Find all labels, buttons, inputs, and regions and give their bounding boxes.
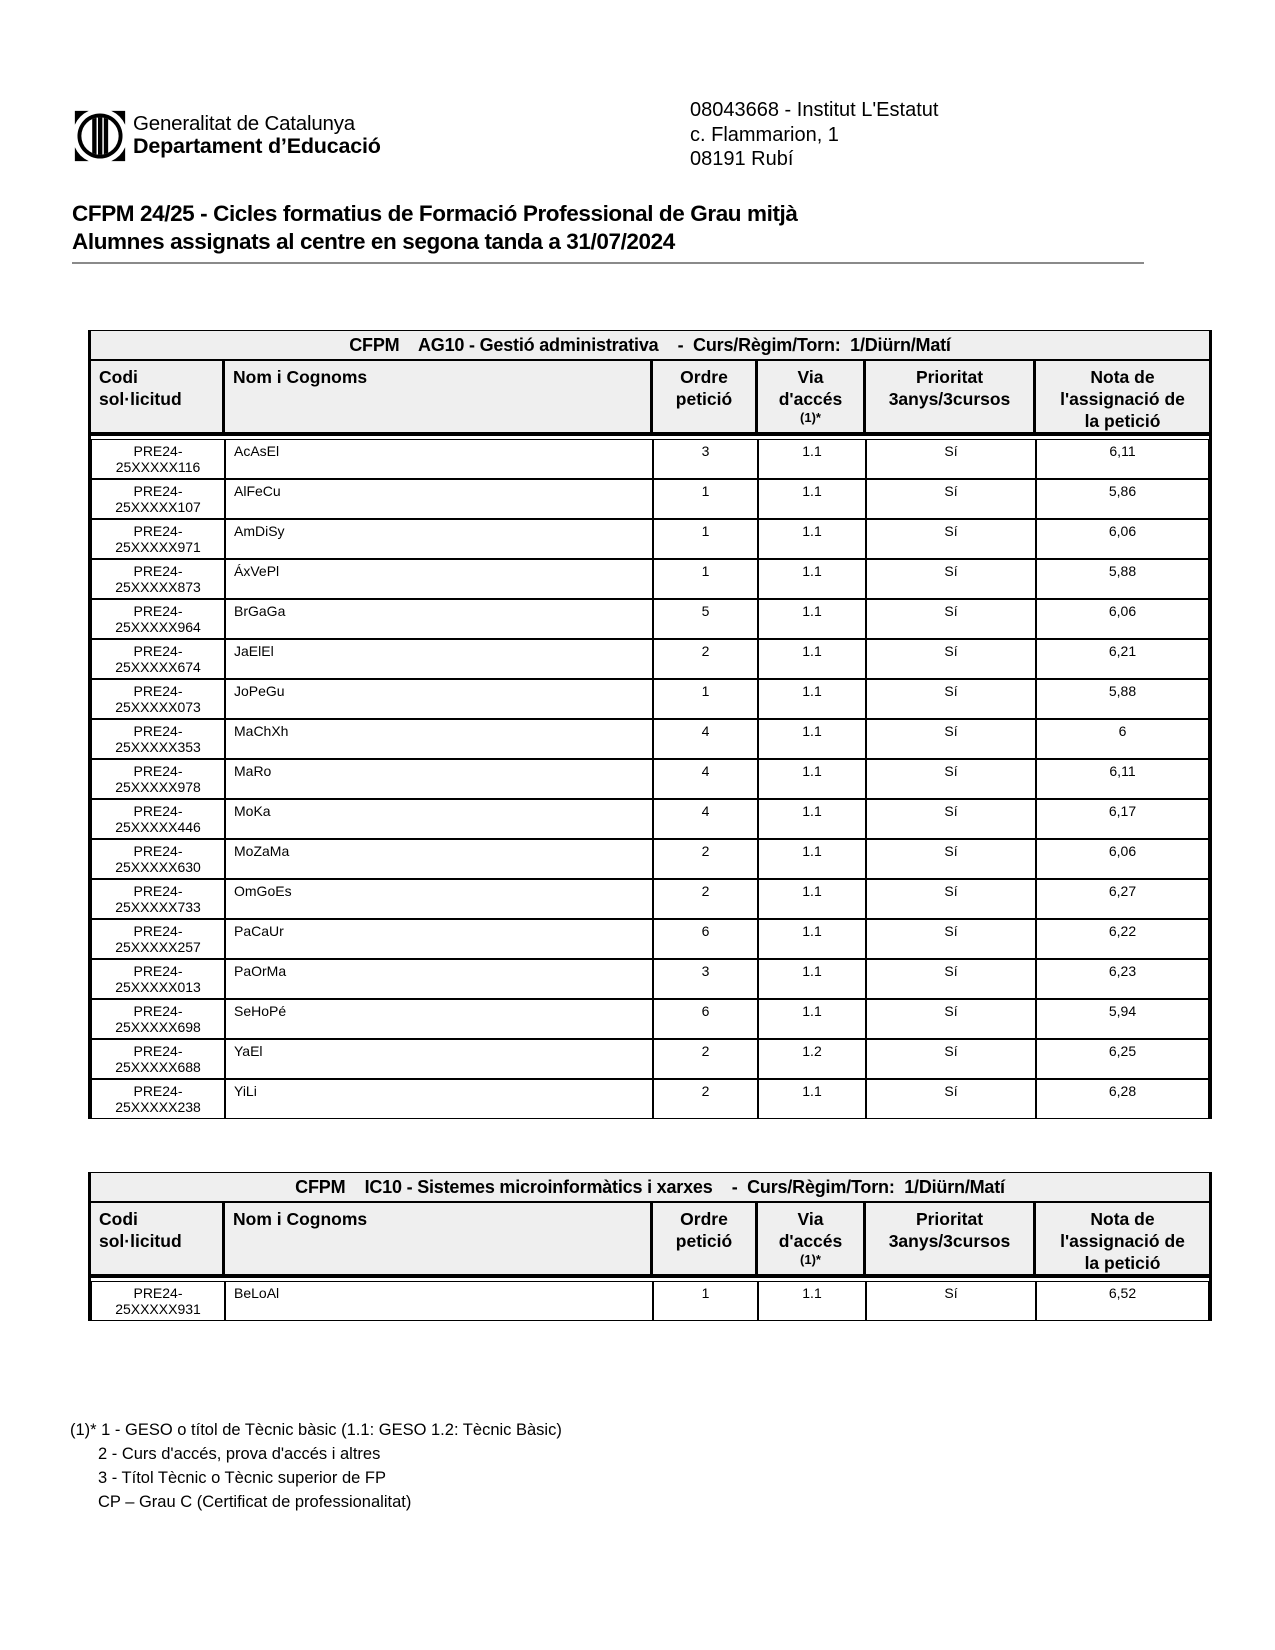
- column-header-nom: Nom i Cognoms: [225, 1203, 653, 1274]
- table-ag10-rows: [91, 439, 1209, 1119]
- cell-via: 1.1: [759, 720, 867, 758]
- cell-via: 1.1: [759, 920, 867, 958]
- cell-ordre: 2: [654, 1040, 759, 1078]
- school-street: c. Flammarion, 1: [690, 123, 839, 146]
- table-ic10-title: CFPM IC10 - Sistemes microinformàtics i xarxes - Curs/Règim/Torn: 1/Diürn/Matí: [91, 1173, 1209, 1203]
- school-city: 08191 Rubí: [690, 148, 794, 170]
- cell-via: 1.2: [759, 1040, 867, 1078]
- footnote-line: (1)* 1 - GESO o títol de Tècnic bàsic (1.1: GESO 1.2: Tècnic Bàsic): [70, 1421, 562, 1439]
- cell-nom: PaOrMa: [226, 960, 654, 998]
- document-title-line2: Alumnes assignats al centre en segona tanda a 31/07/2024: [72, 229, 675, 254]
- table-row: [91, 439, 1209, 479]
- cell-prioritat: Sí: [867, 760, 1037, 798]
- table-row: [91, 519, 1209, 559]
- cell-codi: PRE24- 25XXXXX257: [92, 920, 226, 958]
- org-block: [133, 112, 381, 158]
- cell-nom: MaRo: [226, 760, 654, 798]
- school-code-name: 08043668 - Institut L'Estatut: [690, 99, 939, 121]
- cell-codi: PRE24- 25XXXXX698: [92, 1000, 226, 1038]
- cell-codi: PRE24- 25XXXXX971: [92, 520, 226, 558]
- cell-nota: 6,52: [1108, 1285, 1137, 1301]
- generalitat-logo-icon: [74, 110, 126, 162]
- cell-nom: PaCaUr: [226, 920, 654, 958]
- cell-prioritat: Sí: [867, 600, 1037, 638]
- cell-ordre: 5: [654, 600, 759, 638]
- cell-codi: PRE24- 25XXXXX733: [92, 880, 226, 918]
- cell-codi: PRE24- 25XXXXX674: [92, 640, 226, 678]
- cell-nom: BeLoAl: [226, 1282, 654, 1320]
- cell-codi: PRE24- 25XXXXX238: [92, 1080, 226, 1118]
- cell-codi: PRE24- 25XXXXX630: [92, 840, 226, 878]
- cell-prioritat: Sí: [867, 1080, 1037, 1118]
- cell-nota: 6,11: [1109, 443, 1136, 459]
- cell-nota: 6,28: [1108, 1083, 1137, 1099]
- cell-nom: JoPeGu: [226, 680, 654, 718]
- cell-nom: MoZaMa: [226, 840, 654, 878]
- column-header-codi: Codi sol·licitud: [91, 1203, 225, 1274]
- cell-nota: 6,06: [1108, 603, 1137, 619]
- table-row: [91, 759, 1209, 799]
- cell-nom: SeHoPé: [226, 1000, 654, 1038]
- cell-nom: MoKa: [226, 800, 654, 838]
- cell-nota: 6,22: [1108, 923, 1137, 939]
- cell-ordre: 4: [654, 760, 759, 798]
- cell-codi: PRE24- 25XXXXX073: [92, 680, 226, 718]
- cell-prioritat: Sí: [867, 560, 1037, 598]
- cell-nota: 5,88: [1108, 563, 1137, 579]
- cell-ordre: 2: [654, 840, 759, 878]
- cell-via: 1.1: [759, 600, 867, 638]
- cell-prioritat: Sí: [867, 680, 1037, 718]
- cell-nom: AlFeCu: [226, 480, 654, 518]
- footnote-line: CP – Grau C (Certificat de professionalitat): [98, 1493, 412, 1511]
- table-row: [91, 839, 1209, 879]
- cell-codi: PRE24- 25XXXXX107: [92, 480, 226, 518]
- table-row: [91, 799, 1209, 839]
- table-row: [91, 559, 1209, 599]
- footnotes: [70, 1418, 562, 1514]
- cell-ordre: 1: [654, 560, 759, 598]
- cell-nota: 5,94: [1108, 1003, 1137, 1019]
- column-header-nota: Nota de l'assignació de la petició: [1060, 1209, 1185, 1273]
- footnote-line: 2 - Curs d'accés, prova d'accés i altres: [98, 1445, 381, 1463]
- table-row: [91, 919, 1209, 959]
- cell-prioritat: Sí: [867, 640, 1037, 678]
- cell-nota: 6,06: [1108, 843, 1137, 859]
- cell-nota: 6,21: [1108, 643, 1137, 659]
- cell-prioritat: Sí: [867, 520, 1037, 558]
- cell-prioritat: Sí: [867, 480, 1037, 518]
- table-row: [91, 1281, 1209, 1321]
- cell-via: 1.1: [759, 640, 867, 678]
- document-title: [72, 200, 1144, 264]
- cell-nom: AcAsEl: [226, 440, 654, 478]
- table-ag10-title: CFPM AG10 - Gestió administrativa - Curs/Règim/Torn: 1/Diürn/Matí: [91, 331, 1209, 361]
- table-row: [91, 879, 1209, 919]
- cell-via: 1.1: [759, 840, 867, 878]
- cell-ordre: 1: [654, 520, 759, 558]
- table-row: [91, 1039, 1209, 1079]
- cell-via: 1.1: [759, 800, 867, 838]
- cell-nota: 6,23: [1108, 963, 1137, 979]
- cell-ordre: 1: [654, 480, 759, 518]
- table-ic10: [88, 1172, 1212, 1321]
- table-ic10-rows: [91, 1281, 1209, 1321]
- cell-ordre: 1: [654, 1282, 759, 1320]
- cell-nom: BrGaGa: [226, 600, 654, 638]
- cell-via: 1.1: [759, 680, 867, 718]
- column-header-ordre: Ordre petició: [653, 1203, 758, 1274]
- cell-prioritat: Sí: [867, 840, 1037, 878]
- title-divider: [72, 262, 1144, 264]
- cell-ordre: 6: [654, 1000, 759, 1038]
- cell-via: 1.1: [759, 480, 867, 518]
- cell-nota: 6,06: [1108, 523, 1137, 539]
- cell-via: 1.1: [759, 520, 867, 558]
- cell-via: 1.1: [759, 1080, 867, 1118]
- document-title-line1: CFPM 24/25 - Cicles formatius de Formació Professional de Grau mitjà: [72, 201, 798, 226]
- table-row: [91, 599, 1209, 639]
- cell-via: 1.1: [759, 440, 867, 478]
- cell-via: 1.1: [759, 880, 867, 918]
- cell-via: 1.1: [759, 1282, 867, 1320]
- cell-nota: 6,17: [1108, 803, 1137, 819]
- cell-ordre: 6: [654, 920, 759, 958]
- cell-ordre: 1: [654, 680, 759, 718]
- cell-prioritat: Sí: [867, 720, 1037, 758]
- cell-prioritat: Sí: [867, 1040, 1037, 1078]
- cell-ordre: 2: [654, 1080, 759, 1118]
- cell-nota: 6,27: [1108, 883, 1137, 899]
- column-header-via: Via d'accés (1)*: [758, 361, 866, 432]
- cell-ordre: 4: [654, 800, 759, 838]
- column-header-prioritat: Prioritat 3anys/3cursos: [866, 361, 1036, 432]
- table-ag10-column-headers: [91, 361, 1209, 436]
- cell-codi: PRE24- 25XXXXX978: [92, 760, 226, 798]
- column-header-nom: Nom i Cognoms: [225, 361, 653, 432]
- cell-nota: 5,88: [1108, 683, 1137, 699]
- cell-nom: JaElEl: [226, 640, 654, 678]
- school-address-block: [690, 98, 938, 172]
- cell-ordre: 2: [654, 880, 759, 918]
- table-row: [91, 679, 1209, 719]
- cell-codi: PRE24- 25XXXXX873: [92, 560, 226, 598]
- cell-prioritat: Sí: [867, 880, 1037, 918]
- table-row: [91, 999, 1209, 1039]
- column-header-prioritat: Prioritat 3anys/3cursos: [866, 1203, 1036, 1274]
- cell-via: 1.1: [759, 560, 867, 598]
- cell-nom: YaEl: [226, 1040, 654, 1078]
- cell-via: 1.1: [759, 1000, 867, 1038]
- cell-nota: 5,86: [1108, 483, 1137, 499]
- cell-nom: AmDiSy: [226, 520, 654, 558]
- cell-prioritat: Sí: [867, 920, 1037, 958]
- cell-nom: YiLi: [226, 1080, 654, 1118]
- cell-nom: ÁxVePl: [226, 560, 654, 598]
- cell-ordre: 3: [654, 440, 759, 478]
- cell-codi: PRE24- 25XXXXX446: [92, 800, 226, 838]
- cell-codi: PRE24- 25XXXXX964: [92, 600, 226, 638]
- cell-codi: PRE24- 25XXXXX116: [92, 440, 226, 478]
- cell-codi: PRE24- 25XXXXX931: [92, 1282, 226, 1320]
- cell-via: 1.1: [759, 760, 867, 798]
- cell-prioritat: Sí: [867, 1282, 1037, 1320]
- footnote-line: 3 - Títol Tècnic o Tècnic superior de FP: [98, 1469, 386, 1487]
- cell-nota: 6,11: [1109, 763, 1136, 779]
- column-header-ordre: Ordre petició: [653, 361, 758, 432]
- cell-codi: PRE24- 25XXXXX353: [92, 720, 226, 758]
- table-row: [91, 639, 1209, 679]
- cell-ordre: 2: [654, 640, 759, 678]
- table-row: [91, 1079, 1209, 1119]
- table-row: [91, 479, 1209, 519]
- cell-codi: PRE24- 25XXXXX013: [92, 960, 226, 998]
- cell-nom: OmGoEs: [226, 880, 654, 918]
- cell-prioritat: Sí: [867, 1000, 1037, 1038]
- org-department: Departament d’Educació: [133, 134, 381, 158]
- cell-ordre: 3: [654, 960, 759, 998]
- column-header-via: Via d'accés (1)*: [758, 1203, 866, 1274]
- cell-nom: MaChXh: [226, 720, 654, 758]
- cell-ordre: 4: [654, 720, 759, 758]
- column-header-codi: Codi sol·licitud: [91, 361, 225, 432]
- cell-codi: PRE24- 25XXXXX688: [92, 1040, 226, 1078]
- cell-nota: 6: [1118, 723, 1127, 739]
- org-name: Generalitat de Catalunya: [133, 112, 355, 135]
- cell-via: 1.1: [759, 960, 867, 998]
- cell-prioritat: Sí: [867, 800, 1037, 838]
- cell-prioritat: Sí: [867, 960, 1037, 998]
- table-row: [91, 719, 1209, 759]
- cell-prioritat: Sí: [867, 440, 1037, 478]
- table-row: [91, 959, 1209, 999]
- table-ag10: [88, 330, 1212, 1119]
- cell-nota: 6,25: [1108, 1043, 1137, 1059]
- table-ic10-column-headers: [91, 1203, 1209, 1278]
- column-header-nota: Nota de l'assignació de la petició: [1060, 367, 1185, 431]
